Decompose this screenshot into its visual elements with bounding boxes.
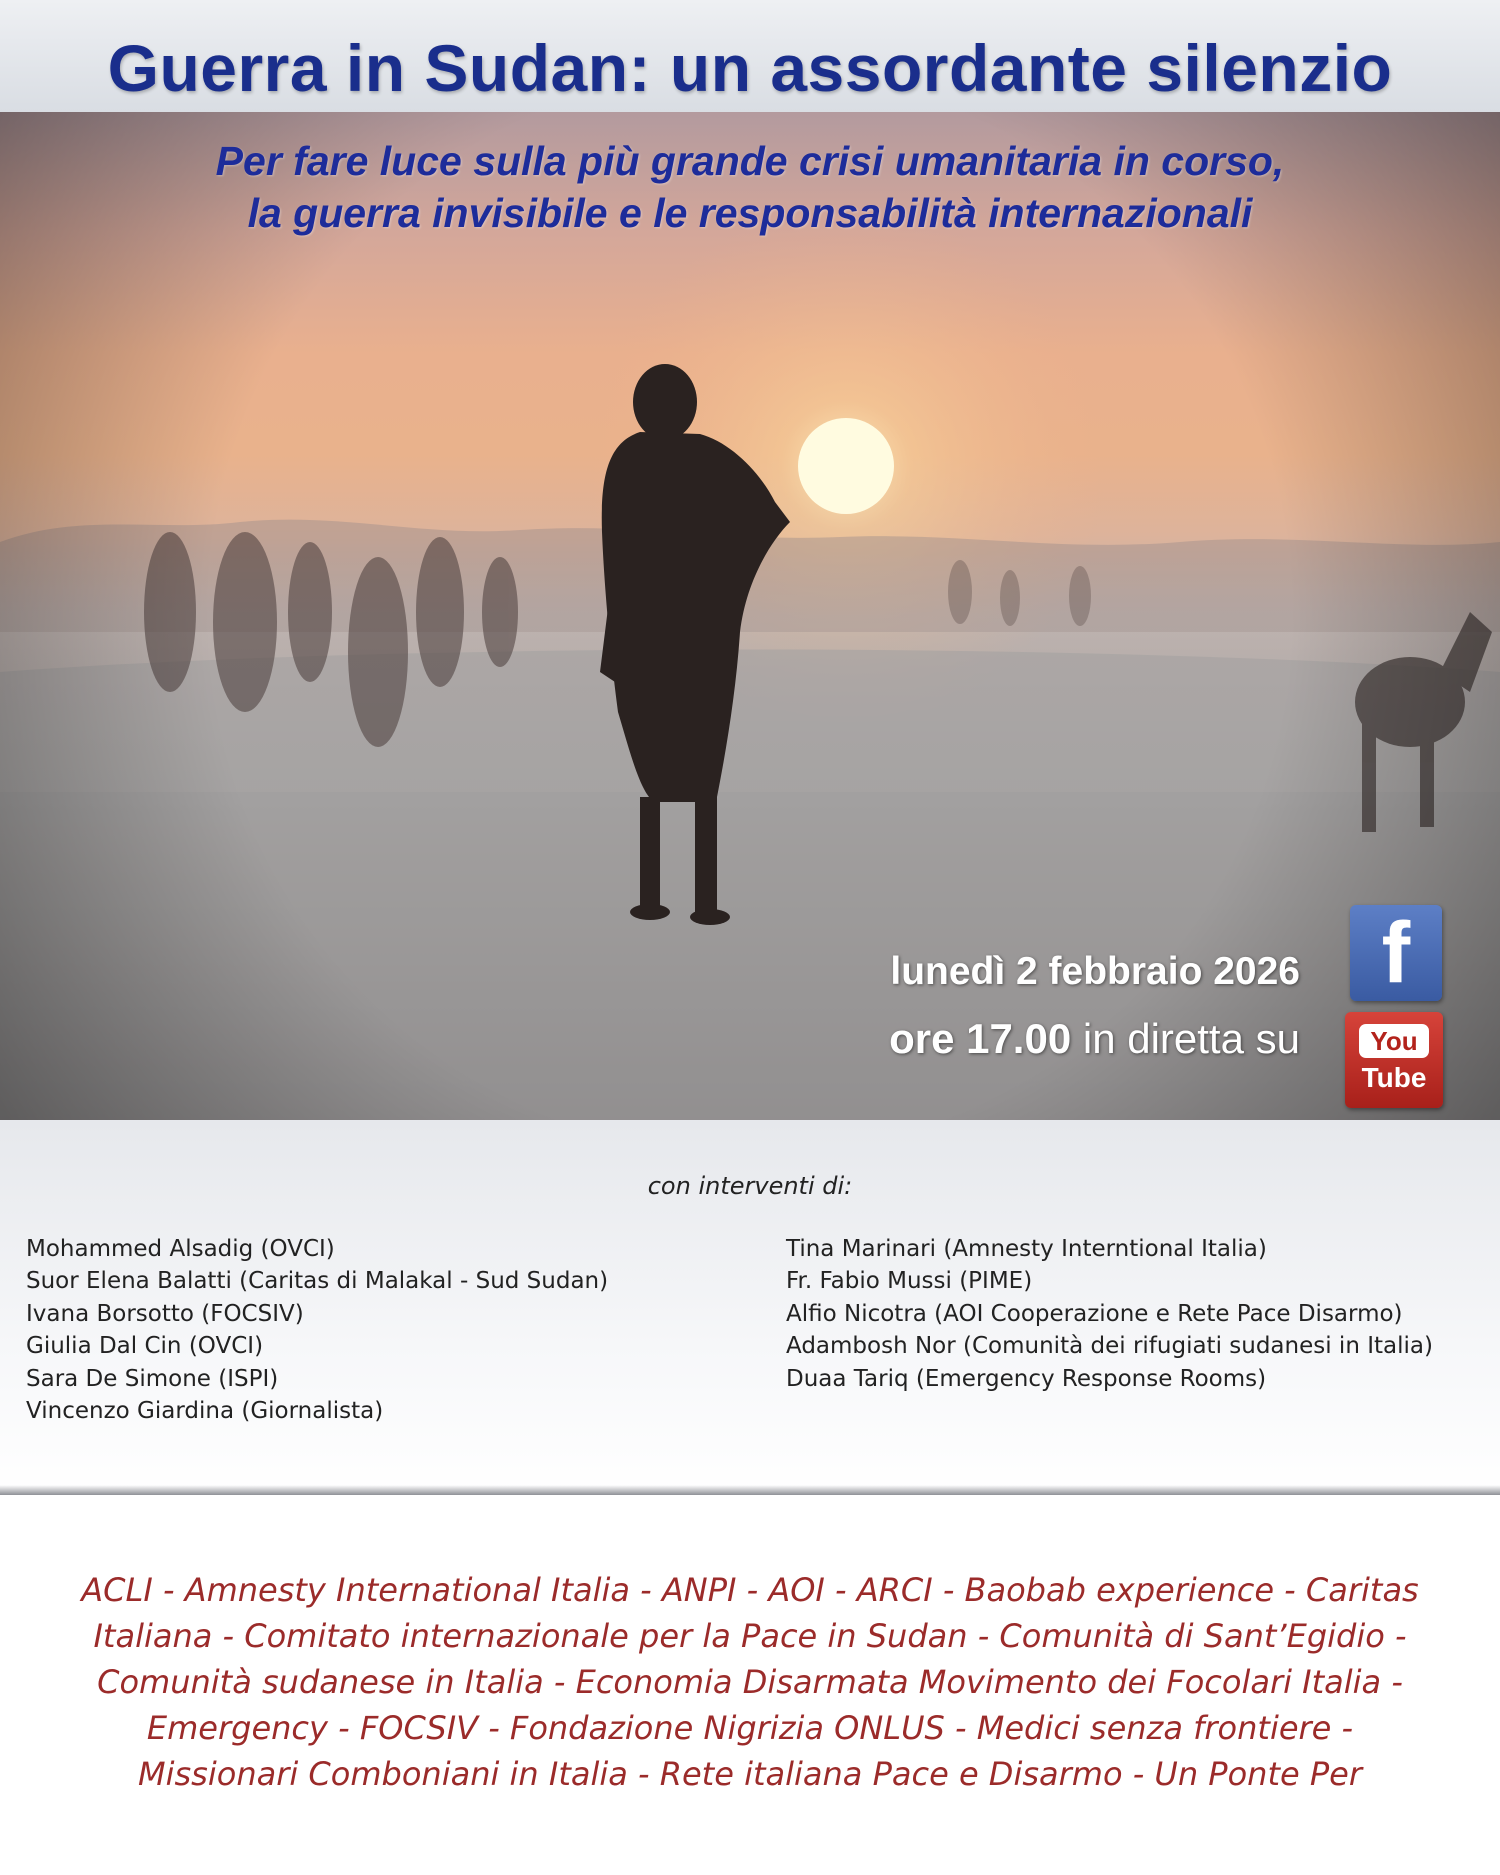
event-time-bold: ore 17.00 — [889, 1015, 1072, 1062]
speakers-section — [0, 1120, 1500, 1495]
partner-line: ACLI - Amnesty International Italia - ANPI - AOI - ARCI - Baobab experience - Caritas — [81, 1571, 1419, 1609]
youtube-tube-label: Tube — [1361, 1062, 1427, 1093]
speaker-item: Sara De Simone (ISPI) — [26, 1365, 279, 1392]
facebook-icon[interactable]: f — [1350, 905, 1442, 1001]
speaker-item: Ivana Borsotto (FOCSIV) — [26, 1300, 304, 1327]
speaker-item: Suor Elena Balatti (Caritas di Malakal - Sud Sudan) — [26, 1268, 609, 1295]
event-time — [889, 1015, 1300, 1063]
event-date: lunedì 2 febbraio 2026 — [890, 950, 1300, 993]
partner-line: Comunità sudanese in Italia - Economia Disarmata Movimento dei Focolari Italia - — [97, 1663, 1403, 1701]
partner-line: Italiana - Comitato internazionale per la Pace in Sudan - Comunità di Sant’Egidio - — [93, 1617, 1407, 1655]
speaker-item: Adambosh Nor (Comunità dei rifugiati sudanesi in Italia) — [786, 1333, 1433, 1360]
youtube-icon[interactable] — [1345, 1012, 1443, 1108]
subtitle-line-2: la guerra invisibile e le responsabilità internazionali — [247, 190, 1253, 236]
subtitle-line-1: Per fare luce sulla più grande crisi umanitaria in corso, — [215, 138, 1285, 184]
speaker-item: Duaa Tariq (Emergency Response Rooms) — [786, 1365, 1267, 1392]
partner-line: Emergency - FOCSIV - Fondazione Nigrizia ONLUS - Medici senza frontiere - — [146, 1709, 1354, 1747]
partner-organizations — [40, 1567, 1460, 1797]
speakers-heading: con interventi di: — [647, 1172, 853, 1200]
speakers-left-list — [26, 1233, 608, 1427]
speaker-item: Mohammed Alsadig (OVCI) — [26, 1236, 335, 1262]
speaker-item: Giulia Dal Cin (OVCI) — [26, 1333, 264, 1360]
youtube-you-label: You — [1359, 1024, 1429, 1058]
speakers-right-list — [786, 1233, 1433, 1395]
speaker-item: Fr. Fabio Mussi (PIME) — [786, 1268, 1033, 1295]
page-title: Guerra in Sudan: un assordante silenzio — [107, 31, 1393, 105]
speaker-item: Tina Marinari (Amnesty Interntional Italia) — [786, 1236, 1267, 1262]
event-time-rest: in diretta su — [1071, 1015, 1300, 1062]
speaker-item: Alfio Nicotra (AOI Cooperazione e Rete Pace Disarmo) — [786, 1300, 1403, 1327]
speaker-item: Vincenzo Giardina (Giornalista) — [26, 1398, 384, 1425]
partner-line: Missionari Comboniani in Italia - Rete italiana Pace e Disarmo - Un Ponte Per — [138, 1755, 1362, 1793]
